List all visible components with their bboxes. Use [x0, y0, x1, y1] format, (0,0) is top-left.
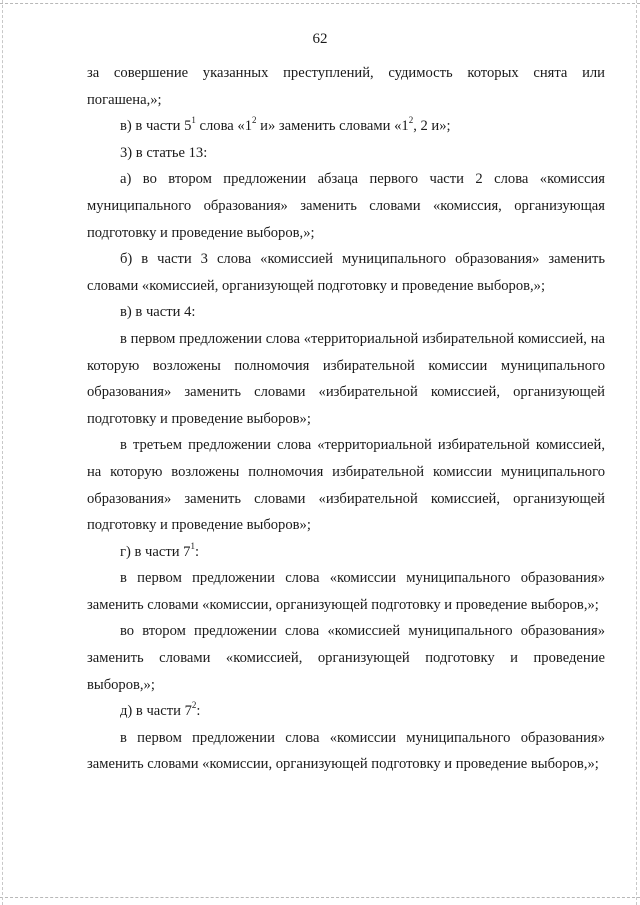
text-run: и» заменить словами «1: [256, 118, 409, 135]
paragraph: 3) в статье 13:: [120, 144, 208, 161]
paragraph-with-superscripts: [87, 698, 605, 725]
superscript: 2: [191, 700, 197, 711]
scan-edge-right: [636, 0, 637, 905]
paragraph: в первом предложении слова «комиссии муниципального образования» заменить словами «комиссии, организующей подготовку и проведение выборов,»;: [87, 570, 605, 613]
superscript: 2: [408, 115, 414, 126]
scan-edge-left: [2, 0, 3, 905]
paragraph: в первом предложении слова «территориальной избирательной комиссией, на которую возложены полномочия избирательной комиссии муниципального образования» заменить словами «избирательной комиссией, организующей подготовку и проведение выборов»;: [87, 330, 605, 427]
paragraph: за совершение указанных преступлений, судимость которых снята или погашена,»;: [87, 65, 605, 108]
paragraph: в) в части 4:: [120, 304, 196, 321]
page-number: 62: [312, 31, 328, 47]
superscript: 1: [191, 115, 196, 126]
text-run: :: [194, 543, 200, 560]
text-run: г) в части 7: [120, 543, 191, 560]
scan-edge-bottom: [0, 897, 640, 898]
paragraph: в третьем предложении слова «территориальной избирательной комиссией, на которую возложены полномочия избирательной комиссии муниципального образования» заменить словами «избирательной комиссией, организующей подготовку и проведение выборов»;: [87, 437, 605, 534]
text-run: слова «1: [195, 118, 252, 135]
text-run: , 2 и»;: [413, 118, 451, 135]
text-run: д) в части 7: [120, 703, 192, 720]
document-body: [87, 60, 605, 778]
paragraph: в первом предложении слова «комиссии муниципального образования» заменить словами «комиссии, организующей подготовку и проведение выборов,»;: [87, 729, 605, 773]
scan-edge-top: [0, 3, 640, 4]
paragraph: а) во втором предложении абзаца первого части 2 слова «комиссия муниципального образования» заменить словами «комиссия, организующая подготовку и проведение выборов,»;: [87, 171, 605, 241]
paragraph-with-superscripts: [87, 539, 605, 566]
text-run: в) в части 5: [120, 118, 192, 135]
paragraph: б) в части 3 слова «комиссией муниципального образования» заменить словами «комиссией, организующей подготовку и проведение выборов,»;: [87, 251, 605, 294]
paragraph-with-superscripts: [87, 113, 605, 140]
paragraph: во втором предложении слова «комиссией муниципального образования» заменить словами «комиссией, организующей подготовку и проведение выборов,»;: [87, 623, 605, 693]
superscript: 1: [190, 540, 195, 551]
text-run: :: [196, 703, 201, 720]
superscript: 2: [252, 115, 257, 126]
